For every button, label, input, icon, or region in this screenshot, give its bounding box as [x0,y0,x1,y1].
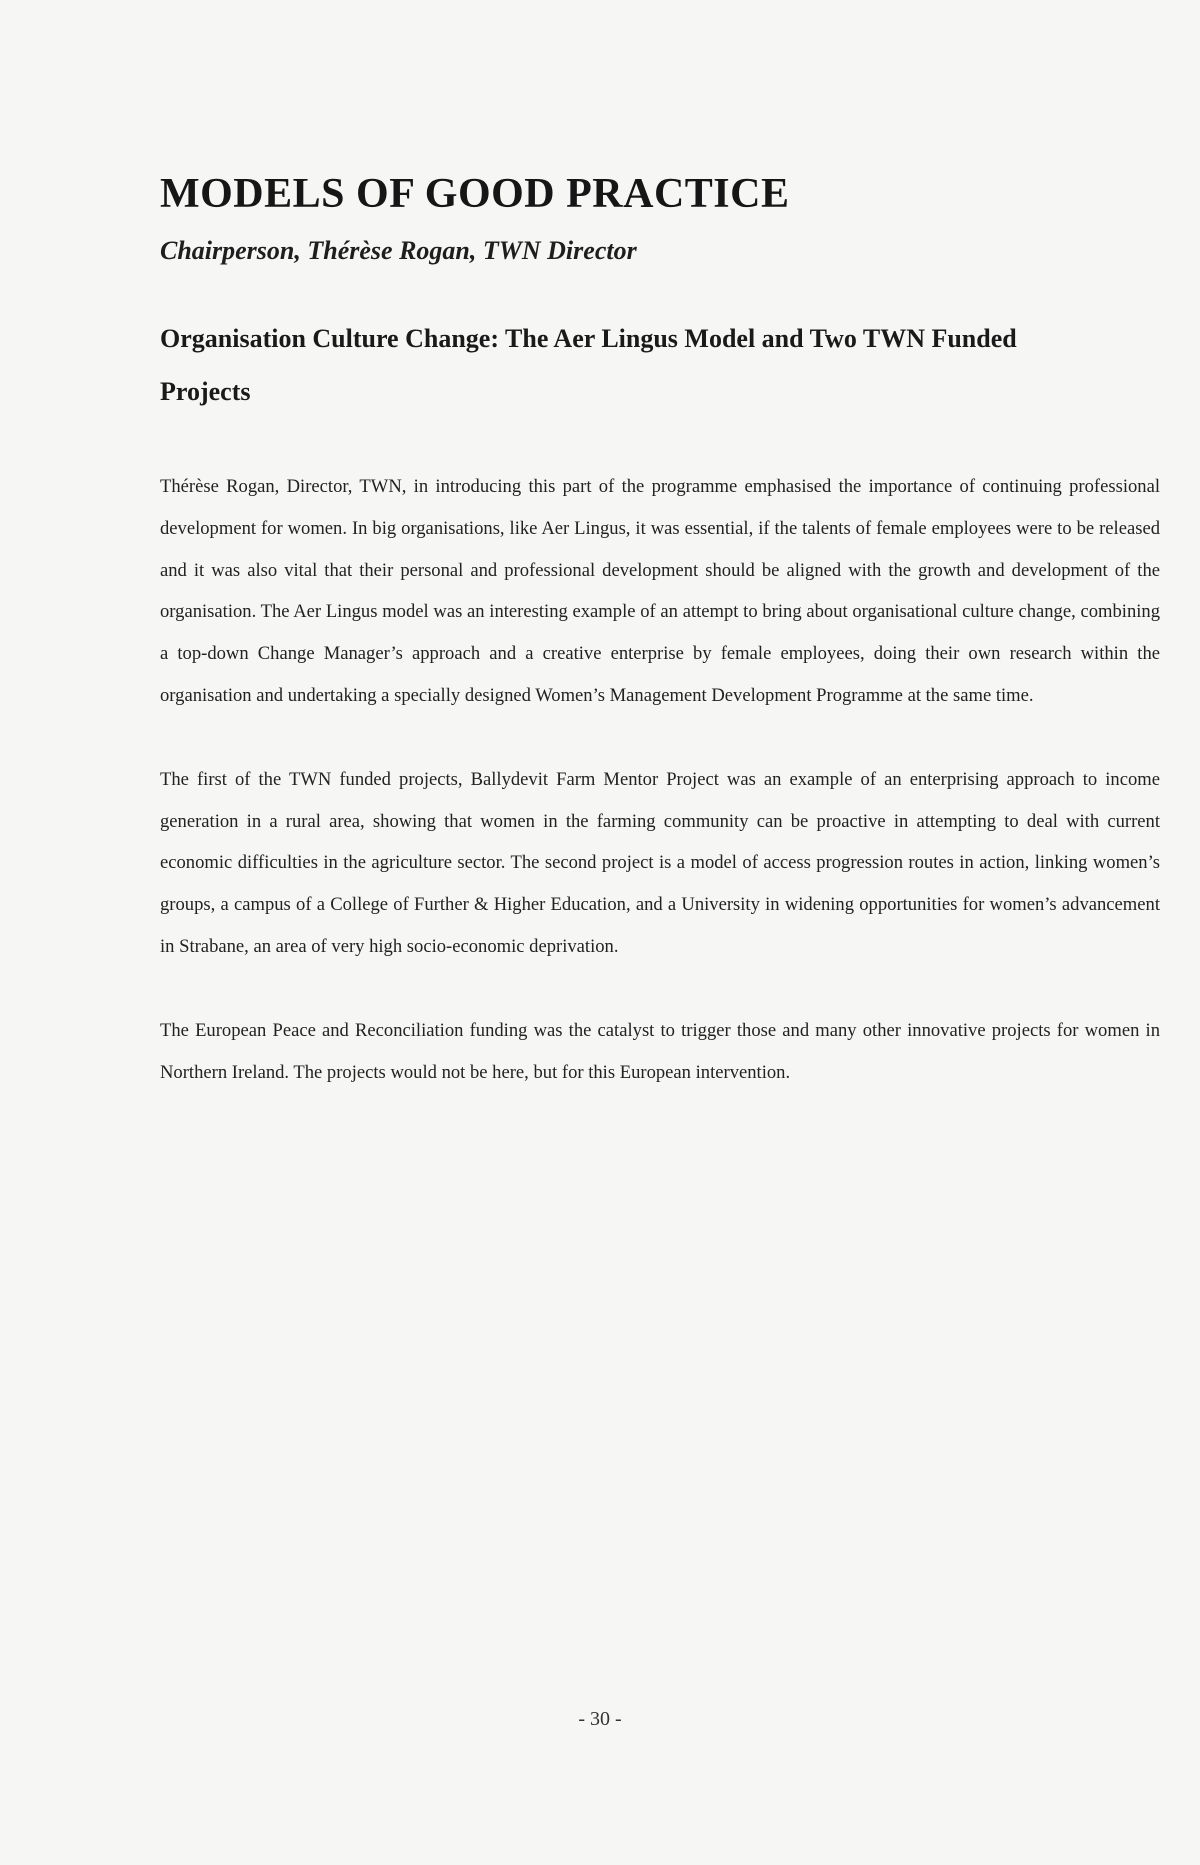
paragraph-projects: The first of the TWN funded projects, Ballydevit Farm Mentor Project was an example of an enterprising approach to income generation in a rural area, showing that women in the farming community can be proactive in attempting to deal with current economic difficulties in the agriculture sector. The second project is a model of access progression routes in action, linking women’s groups, a campus of a College of Further & Higher Education, and a University in widening opportunities for women’s advancement in Strabane, an area of very high socio-economic deprivation. [160,768,1160,957]
page-content [160,170,1160,1093]
chairperson-line: Chairperson, Thérèse Rogan, TWN Director [160,236,637,265]
paragraph-intro: Thérèse Rogan, Director, TWN, in introducing this part of the programme emphasised the importance of continuing professional development for women. In big organisations, like Aer Lingus, it was essential, if the talents of female employees were to be released and it was also vital that their personal and professional development should be aligned with the growth and development of the organisation. The Aer Lingus model was an interesting example of an attempt to bring about organisational culture change, combining a top-down Change Manager’s approach and a creative enterprise by female employees, doing their own research within the organisation and undertaking a specially designed Women’s Management Development Programme at the same time. [160,476,1160,706]
section-heading: Organisation Culture Change: The Aer Lingus Model and Two TWN Funded Projects [160,324,1017,406]
page-title: MODELS OF GOOD PRACTICE [160,171,790,217]
page-number: - 30 - [578,1708,622,1730]
paragraph-funding: The European Peace and Reconciliation funding was the catalyst to trigger those and many other innovative projects for women in Northern Ireland. The projects would not be here, but for this European intervention. [160,1019,1160,1083]
